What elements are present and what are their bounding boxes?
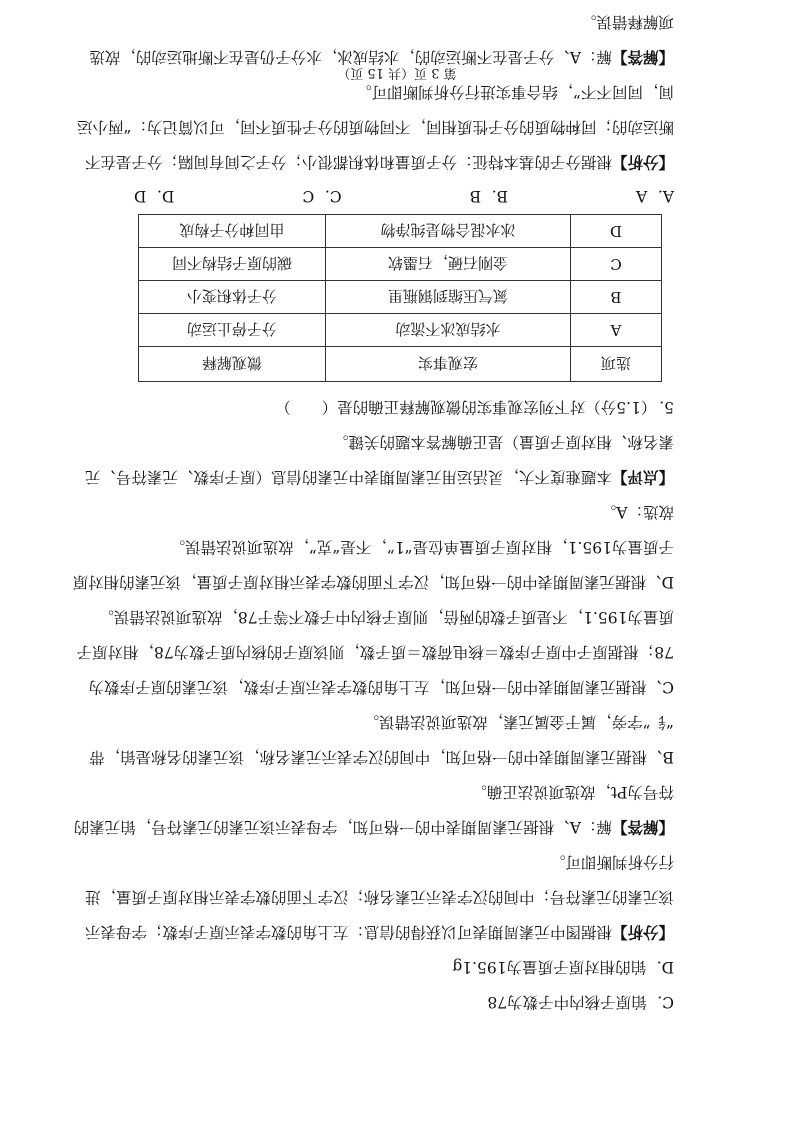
choice-a: A．A — [636, 187, 674, 205]
analysis-tag: 【分析】 — [611, 923, 674, 942]
solution-line: 78；根据原子中原子序数＝核电荷数＝质子数，则该原子的核内质子数为78，相对原子 — [76, 643, 674, 661]
table-cell: 由同种分子构成 — [139, 215, 326, 248]
table-row — [139, 314, 662, 347]
question-5 — [119, 186, 674, 417]
choice-b: B．B — [469, 187, 509, 205]
comment-section-1 — [84, 432, 674, 487]
table-cell: 水结成冰不流动 — [326, 314, 571, 347]
analysis-line: 断运动的；同种物质的分子性质相同，不同物质的分子性质不同，可以简记为：“两小运 — [77, 118, 674, 136]
table-row — [139, 281, 662, 314]
choice-c: C．C — [302, 187, 342, 205]
table-cell: 冰水混合物是纯净物 — [326, 215, 571, 248]
question-stem: 5．（1.5分）对下列宏观事实的微观解释正确的是（ ） — [275, 398, 674, 416]
table-cell: A — [571, 314, 662, 347]
solution-line: 解：A、根据元素周期表中的一格可知，字母表示该元素的元素符号，铂元素的 — [73, 818, 612, 836]
solution-line: 项解释错误。 — [580, 13, 674, 31]
table-cell: 氮气压缩到钢瓶里 — [326, 281, 571, 314]
comment-line: 素名称、相对原子质量）是正确解答本题的关键。 — [332, 433, 674, 451]
analysis-line: 根据分子的基本特征：分子质量和体积都很小；分子之间有间隔；分子是在不 — [84, 153, 612, 171]
analysis-line: 间，同同不不”，结合事实进行分析判断即可。 — [356, 83, 674, 101]
table-cell: B — [571, 281, 662, 314]
table-header-row — [139, 347, 662, 382]
table-header-cell: 微观解释 — [139, 347, 326, 382]
analysis-line: 该元素的元素符号；中间的汉字表示元素名称；汉字下面的数字表示相对原子质量，进 — [84, 888, 674, 906]
choice-d: D．D — [134, 187, 175, 205]
solution-line: C、根据元素周期表中的一格可知，左上角的数字表示原子序数，该元素的原子序数为 — [88, 678, 674, 696]
option-d: D．铂的相对原子质量为195.1g — [452, 958, 674, 976]
solution-line: 质量为195.1，不是质子数的两倍，则原子核内中子数不等于78，故选项说法错误。 — [98, 608, 674, 626]
solution-line: “钅”字旁，属于金属元素，故选项说法错误。 — [363, 713, 674, 731]
analysis-line: 根据图中元素周期表可以获得的信息：左上角的数字表示原子序数；字母表示 — [84, 923, 612, 941]
solution-line: 解：A、分子是在不断运动的，水结成冰，水分子仍是在不断地运动的，故选 — [89, 48, 612, 66]
table-cell: 分子停止运动 — [139, 314, 326, 347]
comment-tag: 【点评】 — [611, 468, 674, 487]
table-cell: D — [571, 215, 662, 248]
option-c: C．铂原子核内中子数为78 — [487, 993, 674, 1011]
question-table — [138, 214, 662, 382]
comment-line: 本题难度不大，灵活运用元素周期表中元素的信息（原子序数、元素符号、元 — [84, 468, 612, 486]
solution-line: 故选：A。 — [600, 503, 674, 521]
solution-line: B、根据元素周期表中的一格可知，中间的汉字表示元素名称，该元素的名称是铂，带 — [89, 748, 674, 766]
table-row — [139, 215, 662, 248]
analysis-section-1 — [84, 852, 674, 942]
table-header-cell: 宏观事实 — [326, 347, 571, 382]
page-footer: 第 3 页（共 15 页） — [337, 65, 457, 80]
solution-line: D、根据元素周期表中的一格可知，汉字下面的数字表示相对原子质量，该元素的相对原 — [72, 573, 674, 591]
table-cell: 金刚石硬，石墨软 — [326, 248, 571, 281]
table-header-cell: 选项 — [571, 347, 662, 382]
solution-line: 子质量为195.1，相对原子质量单位是“1”，不是“克”，故选项说法错误。 — [169, 538, 674, 556]
solution-tag: 【解答】 — [611, 818, 674, 837]
table-cell: 碳的原子结构不同 — [139, 248, 326, 281]
analysis-section-2 — [77, 82, 674, 172]
answer-choices — [134, 186, 674, 206]
solution-section-2 — [89, 12, 674, 67]
solution-tag: 【解答】 — [611, 48, 674, 67]
solution-section-1 — [72, 502, 674, 837]
analysis-line: 行分析判断即可。 — [549, 853, 674, 871]
table-cell: C — [571, 248, 662, 281]
page-content — [72, 0, 674, 1012]
analysis-tag: 【分析】 — [611, 153, 674, 172]
table-cell: 分子体积变小 — [139, 281, 326, 314]
solution-line: 符号为Pt，故选项说法正确。 — [471, 783, 674, 801]
table-row — [139, 248, 662, 281]
